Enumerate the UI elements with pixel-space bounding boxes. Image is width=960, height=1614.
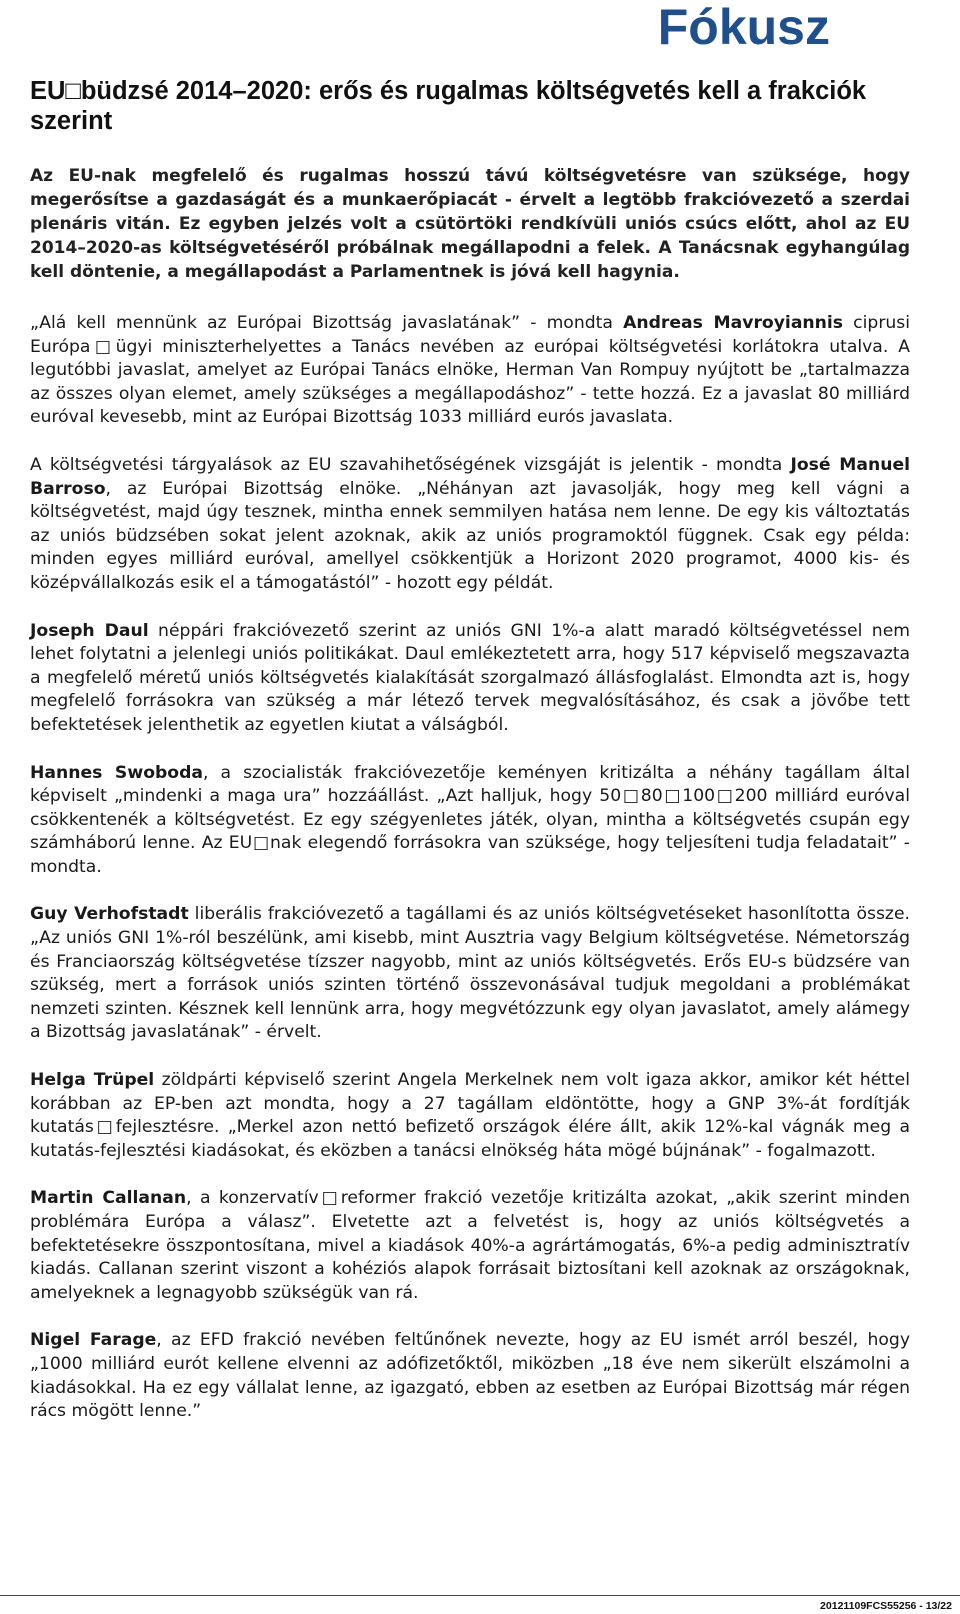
paragraph-text: ciprusi Európa□ügyi miniszterhelyettes a Tanács nevében az európai költségvetési korlátokra utalva. A legutóbbi javaslat, amelyet az Európai Tanács elnöke, Herman Van Rompuy nyújtott be „tartalmazza az összes olyan elemet, amely szükséges a megállapodáshoz” - tette hozzá. Ez a javaslat 80 milliárd euróval kevesebb, mint az Európai Bizottság 1033 milliárd eurós javaslata. [30,313,911,428]
brand-title: Fókusz [657,0,830,55]
paragraph-text: , az Európai Bizottság elnöke. „Néhányan azt javasolják, hogy meg kell vágni a költségvetést, majd úgy tesznek, mintha ennek semmilyen hatása nem lenne. De egy kis változtatás az uniós büdzsében sokat jelent azoknak, akik az uniós programoktól függnek. Csak egy példa: minden egyes milliárd euróval, amellyel csökkentjük a Horizont 2020 programot, 4000 kis- és középvállalkozás esik el a támogatástól” - hozott egy példát. [30,478,910,593]
speaker-name: Nigel Farage [30,1330,157,1351]
speaker-name: Hannes Swoboda [30,762,204,783]
speaker-name: Helga Trüpel [30,1070,155,1091]
speaker-name: Andreas Mavroyiannis [623,313,844,333]
article [30,76,910,1448]
paragraph-text: , a szocialisták frakcióvezetője keményen kritizálta a néhány tagállam által képviselt „mindenki a maga ura” hozzáállást. „Azt halljuk, hogy 50□80□100□200 milliárd euróval csökkentenék a költségvetést. Ez egy szégyenletes játék, olyan, mintha a költségvetés csupán egy számháború lenne. Az EU□nak elegendő forrásokra van szüksége, hogy teljesíteni tudja feladatait” - mondta. [30,762,910,877]
speaker-name: Guy Verhofstadt [30,904,189,925]
paragraph-text: néppári frakcióvezető szerint az uniós GNI 1%-a alatt maradó költségvetéssel nem lehet folytatni a jelenlegi uniós politikákat. Daul emlékeztetett arra, hogy 517 képviselő megszavazta a megfelelő méretű uniós költségvetés kialakítását szorgalmazó állásfoglalást. Elmondta azt is, hogy megfelelő forrásokra van szükség a már létező tervek megvalósításához, és csak a jövőbe tett befektetések jelenthetik az egyetlen kiutat a válságból. [30,620,911,735]
article-headline: EU□büdzsé 2014–2020: erős és rugalmas költségvetés kell a frakciók szerint [30,77,867,135]
article-paragraph [30,312,910,430]
paragraph-text: A költségvetési tárgyalások az EU szavahihetőségének vizsgáját is jelentik - mondta [30,454,791,475]
article-paragraph [30,620,910,738]
speaker-name: Martin Callanan [30,1188,187,1209]
document-reference: 20121109FCS55256 - 13/22 [820,1600,952,1612]
speaker-name: Joseph Daul [30,620,149,641]
paragraph-text: , az EFD frakció nevében feltűnőnek nevezte, hogy az EU ismét arról beszél, hogy „1000 milliárd eurót kellene elvenni az adófizetőktől, miközben „18 éve nem sikerült elszámolni a kiadásokkal. Ha ez egy vállalat lenne, az igazgató, ebben az esetben az Európai Bizottság már régen rács mögött lenne.” [30,1330,910,1422]
article-lead: Az EU-nak megfelelő és rugalmas hosszú távú költségvetésre van szüksége, hogy megerősítse a gazdaságát és a munkaerőpiacát - érvelt a legtöbb frakcióvezető a szerdai plenáris vitán. Ez egyben jelzés volt a csütörtöki rendkívüli uniós csúcs előtt, ahol az EU 2014–2020-as költségvetéséről próbálnak megállapodni a felek. A Tanácsnak egyhangúlag kell döntenie, a megállapodást a Parlamentnek is jóvá kell hagynia. [30,166,910,282]
article-paragraph [30,762,910,880]
article-paragraph [30,903,910,1045]
article-paragraph [30,1069,910,1163]
paragraph-text: , a konzervatív□reformer frakció vezetője kritizálta azokat, „akik szerint minden problémára Európa a válasz”. Elvetette azt a felvetést is, hogy az uniós költségvetés a befektetésekre összpontosítana, mivel a kiadások 40%-a agrártámogatás, 6%-a pedig adminisztratív kiadás. Callanan szerint viszont a kohéziós alapok forrásait biztosítani kell azoknak az országoknak, amelyeknek a legnagyobb szükségük van rá. [30,1188,910,1303]
article-paragraph [30,454,910,596]
paragraph-text: zöldpárti képviselő szerint Angela Merkelnek nem volt igaza akkor, amikor két héttel korábban az EP-ben azt mondta, hogy a 27 tagállam eldöntötte, hogy a GNP 3%-át fordítják kutatás□fejlesztésre. „Merkel azon nettó befizető országok élére állt, akik 12%-kal vágnák meg a kutatás-fejlesztési kiadásokat, és eközben a tanácsi elnökség háta mögé bújnának” - fogalmazott. [30,1070,910,1161]
paragraph-text: „Alá kell mennünk az Európai Bizottság javaslatának” - mondta [30,313,624,333]
paragraph-text: liberális frakcióvezető a tagállami és az uniós költségvetéseket hasonlította össze. „Az uniós GNI 1%-ról beszélünk, ami kisebb, mint Ausztria vagy Belgium költségvetése. Németország és Franciaország költségvetése tízszer nagyobb, mint az uniós költségvetés. Erős EU-s büdzsére van szükség, mert a források uniós szinten történő összevonásával tudjuk megoldani a problémákat nemzeti szinten. Késznek kell lennünk arra, hogy megvétózzunk egy olyan javaslatot, amely alámegy a Bizottság javaslatának” - érvelt. [30,904,910,1043]
footer-divider [0,1595,960,1596]
speaker-name: José Manuel Barroso [30,454,910,499]
article-paragraph [30,1187,910,1305]
article-paragraph [30,1329,910,1423]
